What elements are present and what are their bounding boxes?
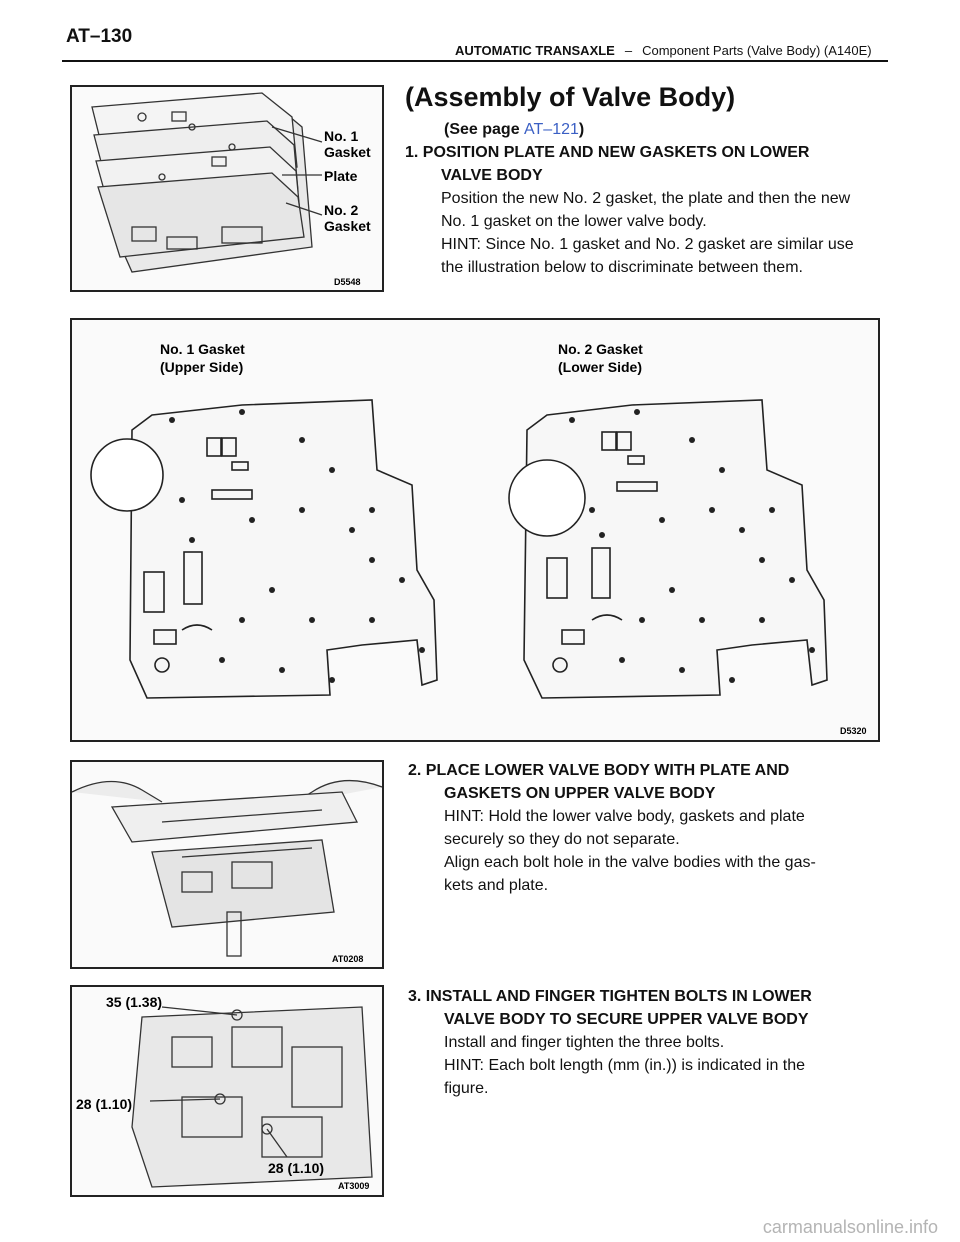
figure-valve-body-exploded — [70, 85, 384, 292]
step-2-line: securely so they do not separate. — [444, 831, 680, 848]
step-3-heading-cont: VALVE BODY TO SECURE UPPER VALVE BODY — [444, 1011, 809, 1028]
see-page-reference — [444, 118, 584, 141]
bolt-label-35: 35 (1.38) — [106, 994, 163, 1010]
step-3-line: Install and finger tighten the three bolts. — [444, 1034, 725, 1051]
page-link[interactable]: AT–121 — [524, 121, 579, 138]
figure-bolt-locations — [70, 985, 384, 1197]
header-dash: – — [624, 43, 633, 58]
watermark: carmanualsonline.info — [762, 1217, 938, 1237]
label-gasket-1: Gasket — [324, 144, 371, 160]
header-rule — [62, 60, 888, 62]
valve-body-exploded-illustration — [72, 87, 382, 290]
step-2-line: HINT: Hold the lower valve body, gaskets and plate — [444, 808, 805, 825]
step-1-line: HINT: Since No. 1 gasket and No. 2 gasket are similar use — [441, 236, 854, 253]
figure-code: D5320 — [840, 726, 867, 736]
gasket-comparison-illustration — [72, 320, 878, 740]
figure-code: AT3009 — [338, 1181, 370, 1191]
placing-lower-body-illustration — [72, 762, 382, 967]
step-1-line: No. 1 gasket on the lower valve body. — [441, 213, 707, 230]
subsection-title: Component Parts (Valve Body) (A140E) — [642, 43, 872, 58]
label-plate: Plate — [324, 168, 358, 184]
figure-code: D5548 — [334, 277, 361, 287]
step-3 — [408, 985, 908, 1100]
label-lower-side: (Lower Side) — [558, 359, 643, 375]
step-3-line: figure. — [444, 1080, 489, 1097]
step-2-heading: 2. PLACE LOWER VALVE BODY WITH PLATE AND — [408, 762, 790, 779]
bolt-label-28-left: 28 (1.10) — [76, 1096, 133, 1112]
step-1-line: Position the new No. 2 gasket, the plate and then the new — [441, 190, 851, 207]
step-3-heading: 3. INSTALL AND FINGER TIGHTEN BOLTS IN LOWER — [408, 988, 812, 1005]
step-2-line: Align each bolt hole in the valve bodies with the gas- — [444, 854, 816, 871]
step-1 — [405, 141, 905, 279]
bolt-locations-illustration — [72, 987, 382, 1195]
running-header — [455, 43, 872, 58]
figure-gasket-comparison — [70, 318, 880, 742]
step-2-heading-cont: GASKETS ON UPPER VALVE BODY — [444, 785, 716, 802]
section-title: AUTOMATIC TRANSAXLE — [455, 43, 615, 58]
label-upper-side: (Upper Side) — [160, 359, 244, 375]
step-2-line: kets and plate. — [444, 877, 549, 894]
gasket-no1-outline — [91, 400, 437, 698]
label-gasket-2: Gasket — [324, 218, 371, 234]
label-no2: No. 2 — [324, 202, 359, 218]
label-no1: No. 1 — [324, 128, 359, 144]
step-1-heading: 1. POSITION PLATE AND NEW GASKETS ON LOWER — [405, 144, 810, 161]
figure-code: AT0208 — [332, 954, 364, 964]
step-1-line: the illustration below to discriminate between them. — [441, 259, 803, 276]
see-page-prefix: (See page — [444, 121, 525, 138]
gasket-no2-outline — [509, 400, 827, 698]
step-2 — [408, 759, 908, 897]
label-no2-gasket: No. 2 Gasket — [558, 341, 643, 357]
figure-placing-lower-body — [70, 760, 384, 969]
step-1-heading-cont: VALVE BODY — [441, 167, 543, 184]
bolt-label-28-bottom: 28 (1.10) — [268, 1160, 325, 1176]
step-3-line: HINT: Each bolt length (mm (in.)) is indicated in the — [444, 1057, 806, 1074]
see-page-suffix: ) — [578, 121, 585, 138]
page-number: AT–130 — [66, 26, 133, 47]
section-heading: (Assembly of Valve Body) — [405, 82, 736, 112]
label-no1-gasket: No. 1 Gasket — [160, 341, 245, 357]
